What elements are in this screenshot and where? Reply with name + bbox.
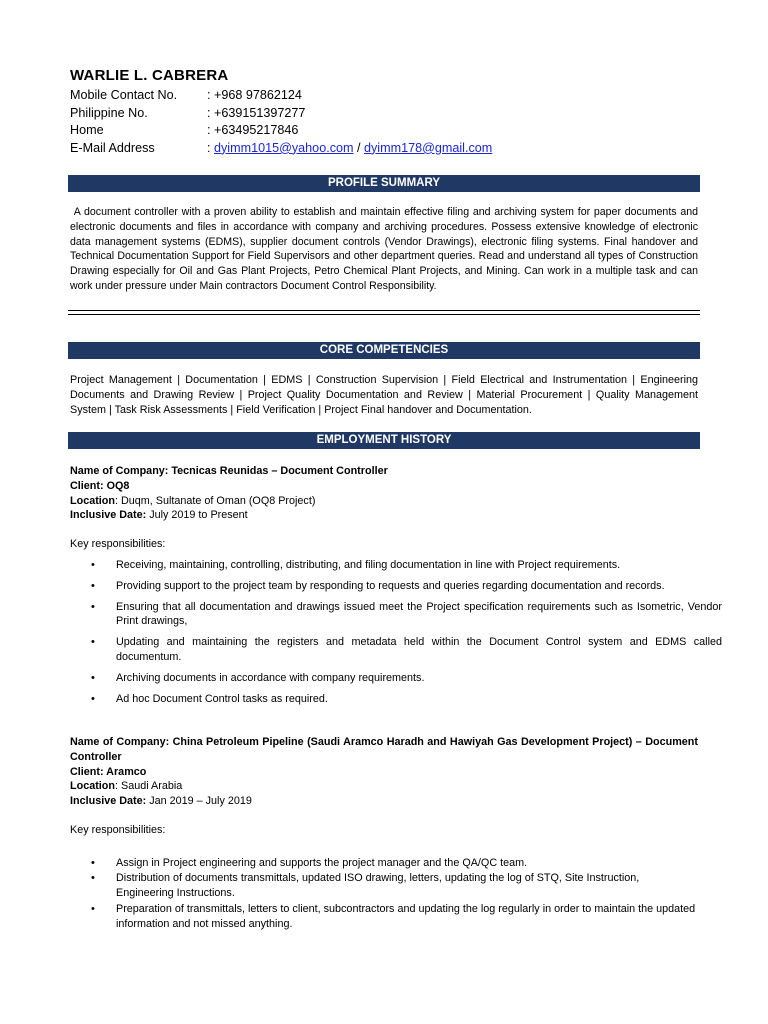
client-name: Client: Aramco xyxy=(70,765,147,778)
bullet-icon: • xyxy=(91,600,95,613)
job-entry-details xyxy=(70,735,698,809)
date-line xyxy=(70,794,698,809)
list-item: • Assign in Project engineering and supports the project manager and the QA/QC team. xyxy=(70,856,698,871)
section-heading-profile: PROFILE SUMMARY xyxy=(68,175,700,192)
location-line xyxy=(70,779,698,794)
date-line xyxy=(70,508,720,523)
email-link-yahoo[interactable]: dyimm1015@yahoo.com xyxy=(214,140,354,155)
list-item: • Ad hoc Document Control tasks as required. xyxy=(91,692,328,705)
location-line xyxy=(70,494,720,509)
section-heading-competencies: CORE COMPETENCIES xyxy=(68,342,700,359)
contact-row-philippine xyxy=(70,105,492,123)
list-item: • Archiving documents in accordance with company requirements. xyxy=(91,671,425,684)
job-entry-details xyxy=(70,464,720,523)
contact-label: Mobile Contact No. xyxy=(70,88,178,102)
company-name: Name of Company: China Petroleum Pipeline (Saudi Aramco Haradh and Hawiyah Gas Development Project) – Document Controller xyxy=(70,736,698,763)
list-item: • Ensuring that all documentation and drawings issued meet the Project specification requirements such as Isometric, Vendor Print drawings, xyxy=(91,600,722,628)
bullet-icon: • xyxy=(91,857,95,869)
date-key: Inclusive Date: xyxy=(70,509,147,522)
company-name: Name of Company: Tecnicas Reunidas – Document Controller xyxy=(70,465,388,477)
bullet-icon: • xyxy=(91,671,95,684)
list-item: • Distribution of documents transmittals, updated ISO drawing, letters, updating the log of STQ, Site Instruction, Engineering Instructions. xyxy=(91,872,640,900)
responsibilities-title: Key responsibilities: xyxy=(70,538,166,550)
date-value: July 2019 to Present xyxy=(146,509,248,522)
contact-row-home xyxy=(70,122,492,140)
date-value: Jan 2019 – July 2019 xyxy=(146,795,252,808)
list-item: • Providing support to the project team by responding to requests and queries regarding documentation and records. xyxy=(91,579,665,592)
location-value: : Saudi Arabia xyxy=(115,780,183,793)
bullet-icon: • xyxy=(91,902,95,915)
profile-summary-text: A document controller with a proven ability to establish and maintain effective filing and archiving system for paper documents and electronic documents and files in accordance with company and archiving procedures. Possess extensive knowledge of electronic data management systems (EDMS), supplier document controls (Vendor Drawings), electronic filing systems. Final handover and Technical Documentation Support for Field Supervisors and other department queries. Read and understand all types of Construction Drawing especially for Oil and Gas Plant Projects, Petro Chemical Plant Projects, and Mining. Can work in a multiple task and can work under pressure under Main contractors Document Control Responsibility. xyxy=(70,206,698,292)
email-prefix: : xyxy=(207,140,214,155)
divider-line xyxy=(68,314,700,315)
location-value: : Duqm, Sultanate of Oman (OQ8 Project) xyxy=(115,494,316,507)
location-key: Location xyxy=(70,780,115,793)
candidate-name: WARLIE L. CABRERA xyxy=(70,67,229,84)
responsibilities-list xyxy=(70,558,722,706)
contact-row-mobile xyxy=(70,87,492,105)
email-label: E-Mail Address xyxy=(70,140,155,155)
contact-value: : +639151397277 xyxy=(207,105,306,120)
contact-value: : +63495217846 xyxy=(207,123,299,138)
bullet-icon: • xyxy=(91,872,95,885)
client-name: Client: OQ8 xyxy=(70,479,130,492)
bullet-icon: • xyxy=(91,692,95,705)
contact-label: Home xyxy=(70,123,104,138)
location-key: Location xyxy=(70,494,115,507)
bullet-icon: • xyxy=(91,579,95,592)
contact-row-email xyxy=(70,140,492,158)
responsibilities-list xyxy=(70,856,698,932)
contact-block xyxy=(70,87,492,157)
bullet-icon: • xyxy=(91,636,95,649)
section-heading-employment: EMPLOYMENT HISTORY xyxy=(68,432,700,449)
contact-label: Philippine No. xyxy=(70,105,148,120)
list-item: • Updating and maintaining the registers and metadata held within the Document Control system and EDMS called documentum. xyxy=(91,636,722,663)
list-item: • Receiving, maintaining, controlling, distributing, and filing documentation in line with Project requirements. xyxy=(91,559,621,571)
divider-line xyxy=(68,310,700,311)
list-item: • Preparation of transmittals, letters to client, subcontractors and updating the log regularly in order to maintain the updated information and not missed anything. xyxy=(91,902,696,930)
competencies-text: Project Management | Documentation | EDMS | Construction Supervision | Field Electrical and Instrumentation | Engineering Documents and Drawing Review | Project Quality Documentation and Review | Material Procurement | Quality Management System | Task Risk Assessments | Field Verification | Project Final handover and Documentation. xyxy=(70,374,698,416)
contact-value: : +968 97862124 xyxy=(207,88,302,102)
date-key: Inclusive Date: xyxy=(70,795,147,808)
responsibilities-title: Key responsibilities: xyxy=(70,824,166,836)
email-separator: / xyxy=(353,140,364,155)
email-link-gmail[interactable]: dyimm178@gmail.com xyxy=(364,140,493,155)
bullet-icon: • xyxy=(91,559,95,571)
